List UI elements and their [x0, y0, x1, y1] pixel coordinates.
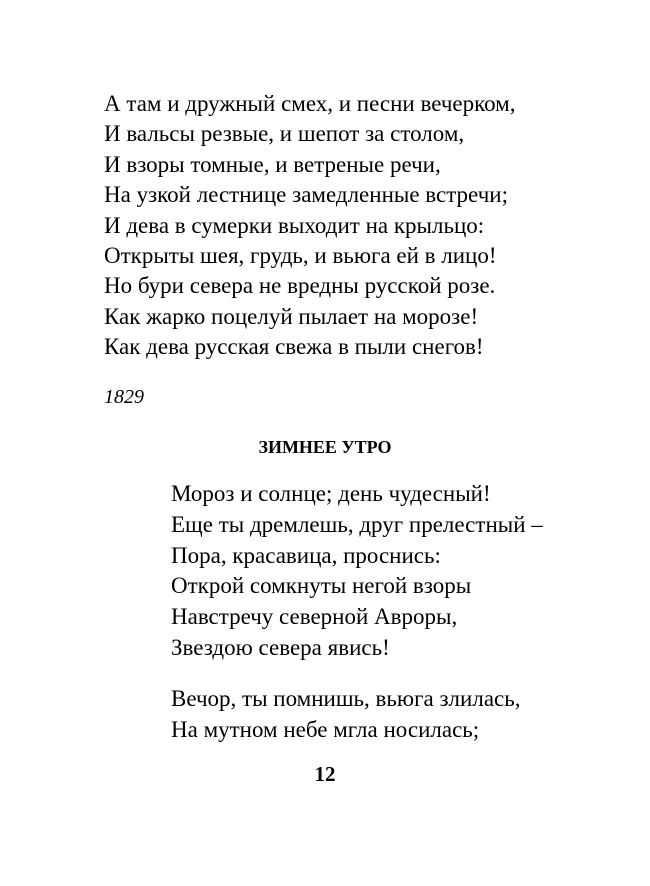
verse-line: Открыты шея, грудь, и вьюга ей в лицо!: [104, 243, 497, 269]
verse-line: А там и дружный смех, и песни вечерком,: [104, 91, 516, 116]
verse-line: И вальсы резвые, и шепот за столом,: [104, 121, 465, 147]
verse-line: На мутном небе мгла носилась;: [171, 716, 480, 742]
verse-line: Звездою севера явись!: [171, 634, 390, 660]
verse-line: И дева в сумерки выходит на крыльцо:: [104, 212, 485, 238]
verse-line: Как дева русская свежа в пыли снегов!: [104, 334, 484, 360]
poem-title: ЗИМНЕЕ УТРО: [258, 437, 392, 457]
verse-line: Но бури севера не вредны русской розе.: [104, 273, 496, 299]
verse-line: Вечор, ты помнишь, вьюга злилась,: [171, 686, 521, 711]
poem-date: 1829: [104, 386, 144, 408]
stanza-3: [171, 684, 631, 746]
stanza-2: [171, 479, 631, 664]
verse-line: Еще ты дремлешь, друг прелестный –: [171, 511, 543, 537]
verse-line: Как жарко поцелуй пылает на морозе!: [104, 303, 479, 329]
verse-line: Открой сомкнуты негой взоры: [171, 573, 472, 599]
verse-line: И взоры томные, и ветреные речи,: [104, 151, 441, 177]
verse-line: Пора, красавица, проснись:: [171, 542, 441, 568]
stanza-1: [104, 89, 624, 363]
verse-line: На узкой лестнице замедленные встречи;: [104, 182, 508, 208]
verse-line: Навстречу северной Авроры,: [171, 604, 458, 630]
verse-line: Мороз и солнце; день чудесный!: [171, 481, 491, 506]
page-number: 12: [314, 762, 336, 786]
